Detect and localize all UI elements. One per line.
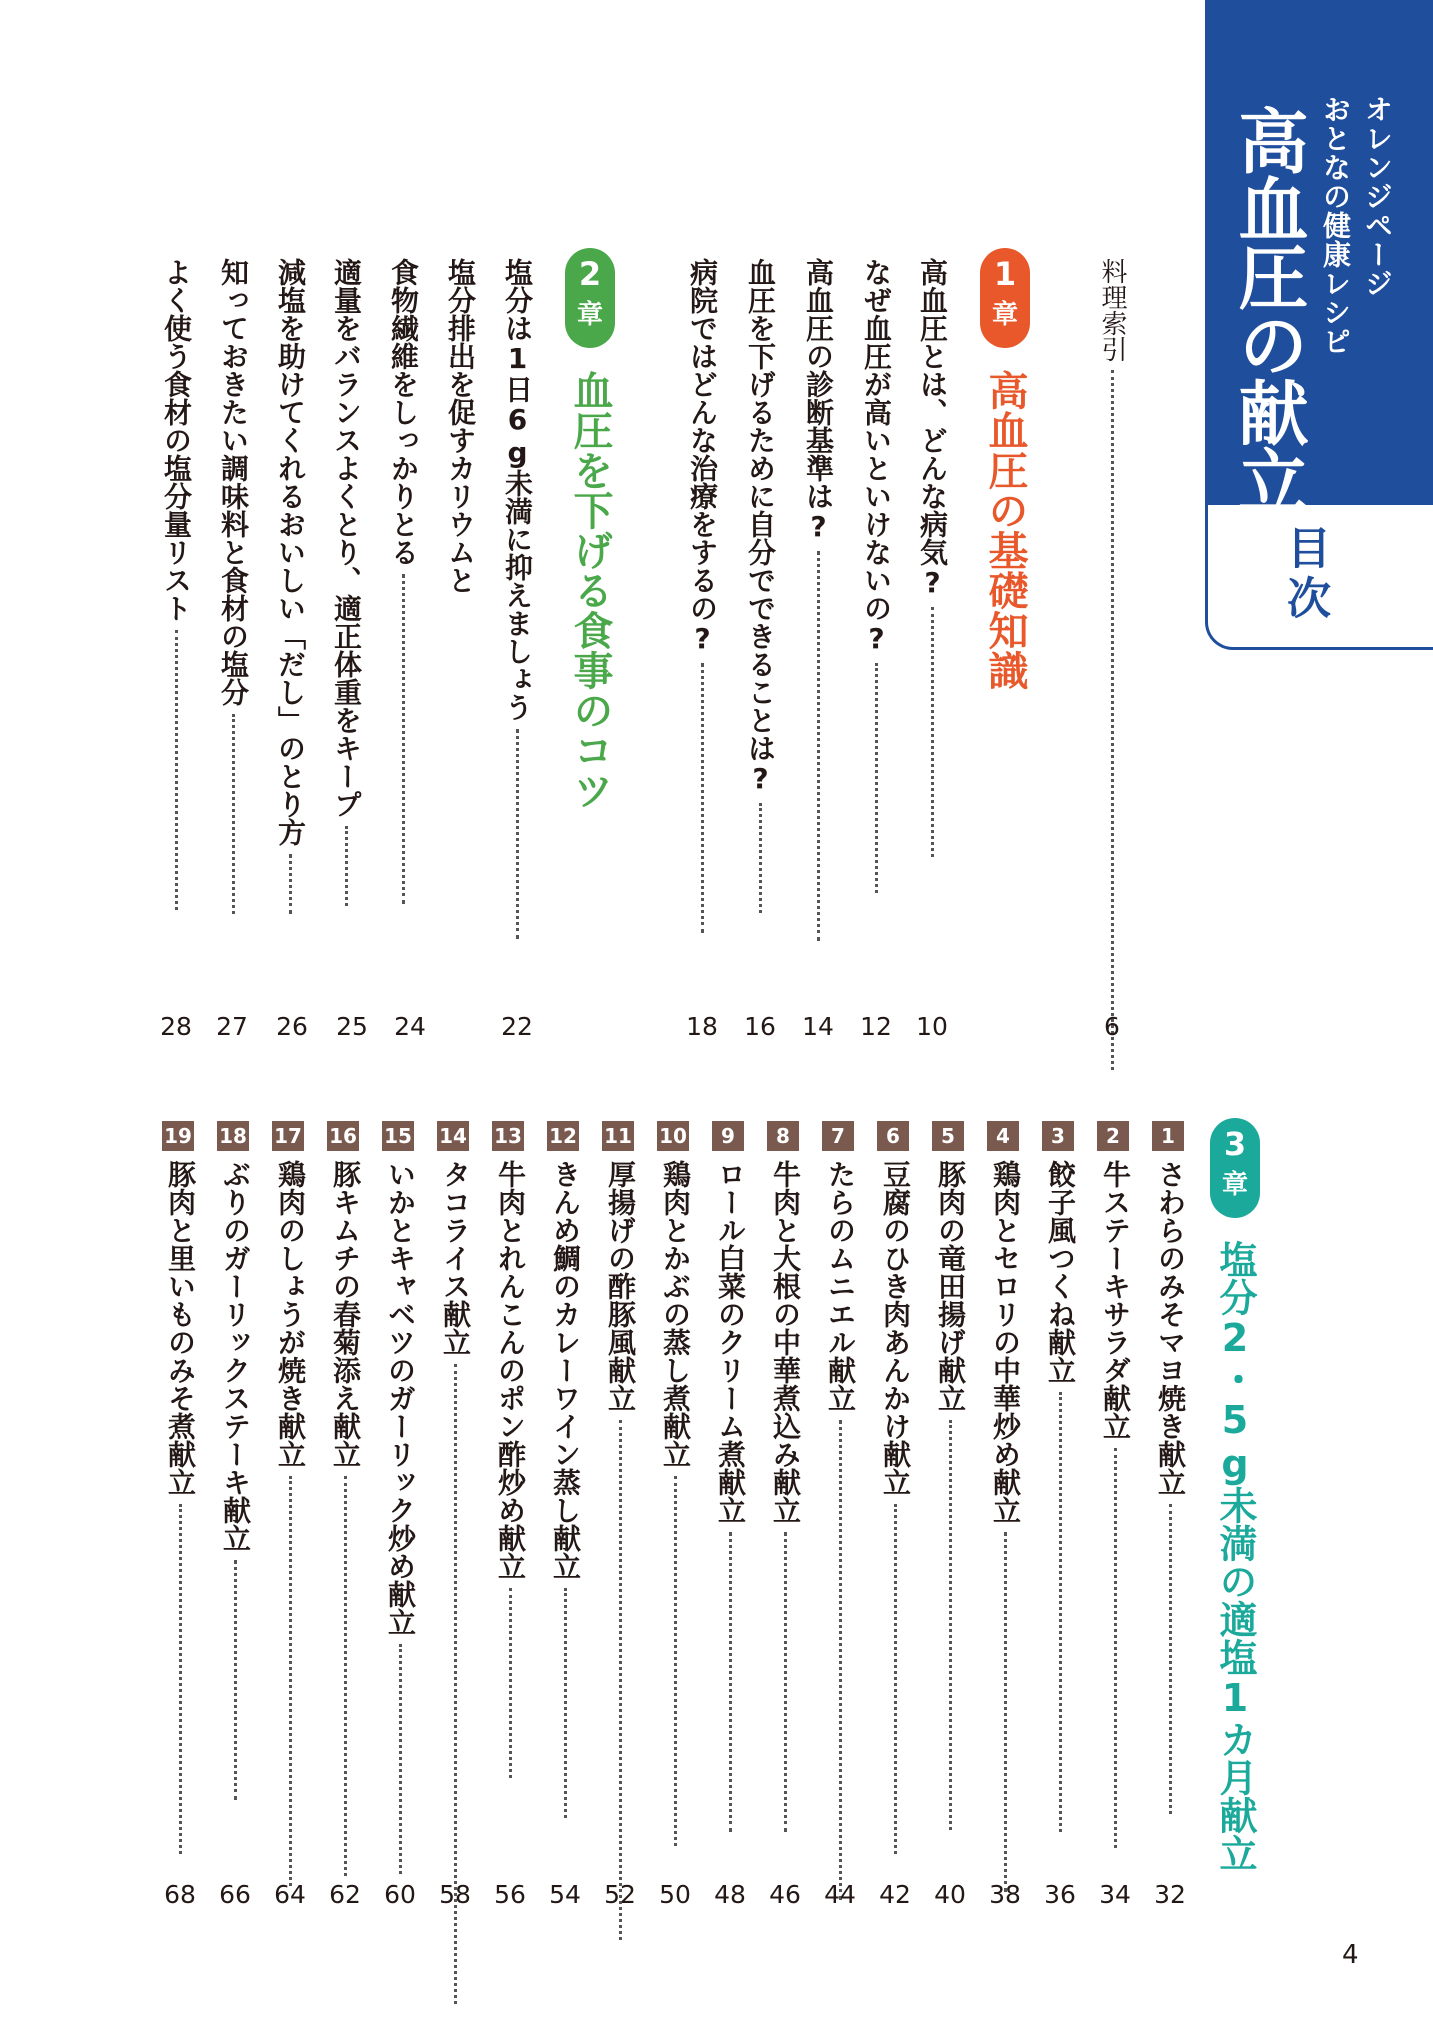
toc-item[interactable] (820, 1160, 860, 1908)
toc-item-label: 塩分排出を促すカリウムと (444, 258, 477, 594)
toc-item[interactable] (440, 258, 480, 594)
toc-item-label: 知っておきたい調味料と食材の塩分 (217, 258, 250, 706)
toc-item-label: なぜ血圧が高いといけないの? (860, 258, 893, 655)
toc-page-number: 24 (394, 1012, 426, 1041)
toc-page-number: 40 (934, 1880, 966, 1909)
toc-item[interactable] (798, 258, 838, 949)
toc-page-number: 54 (549, 1880, 581, 1909)
menu-number-badge: 9 (712, 1121, 744, 1151)
toc-item-label: 牛肉とれんこんのポン酢炒め献立 (494, 1160, 527, 1580)
toc-item-label: 豚肉と里いものみそ煮献立 (164, 1160, 197, 1496)
toc-item[interactable] (930, 1160, 970, 1838)
chapter-3-badge (1210, 1118, 1260, 1218)
toc-page-number: 36 (1044, 1880, 1076, 1909)
toc-page-number: 25 (336, 1012, 368, 1041)
menu-number-badge: 6 (877, 1121, 909, 1151)
toc-item[interactable] (1095, 1160, 1135, 1856)
toc-item-label: 牛ステーキサラダ献立 (1099, 1160, 1132, 1440)
toc-item[interactable] (1040, 1160, 1080, 1840)
toc-item[interactable] (600, 1160, 640, 1948)
chapter-2-badge (565, 248, 615, 348)
toc-page-number: 32 (1154, 1880, 1186, 1909)
toc-item-label: いかとキャベツのガーリック炒め献立 (384, 1160, 417, 1636)
toc-item-index[interactable] (1092, 258, 1132, 1078)
menu-number-badge: 2 (1097, 1121, 1129, 1151)
title-tab (1205, 0, 1433, 650)
toc-page-number: 44 (824, 1880, 856, 1909)
toc-page-number: 68 (164, 1880, 196, 1909)
toc-item-label: 適量をバランスよくとり、適正体重をキープ (330, 258, 363, 818)
toc-item[interactable] (1150, 1160, 1190, 1822)
toc-item[interactable] (160, 1160, 200, 1862)
toc-item-label: 減塩を助けてくれるおいしい「だし」のとり方 (274, 258, 307, 846)
toc-page-number: 46 (769, 1880, 801, 1909)
toc-item[interactable] (490, 1160, 530, 1786)
menu-number-badge: 11 (602, 1121, 634, 1151)
menu-number-badge: 12 (547, 1121, 579, 1151)
toc-item-label: ロール白菜のクリーム煮献立 (714, 1160, 747, 1524)
toc-item[interactable] (156, 258, 196, 918)
toc-item-label: 鶏肉のしょうが焼き献立 (274, 1160, 307, 1468)
toc-item[interactable] (545, 1160, 585, 1826)
toc-item-label: よく使う食材の塩分量リスト (160, 258, 193, 622)
toc-item[interactable] (325, 1160, 365, 1884)
toc-page-number: 12 (860, 1012, 892, 1041)
menu-number-badge: 14 (437, 1121, 469, 1151)
toc-page-number: 66 (219, 1880, 251, 1909)
toc-page-number: 26 (276, 1012, 308, 1041)
toc-item-label: たらのムニエル献立 (824, 1160, 857, 1412)
toc-item-label: 餃子風つくね献立 (1044, 1160, 1077, 1384)
toc-item-label: 食物繊維をしっかりとる (387, 258, 420, 566)
toc-item-label: 料理索引 (1097, 258, 1127, 362)
toc-item-label: 病院ではどんな治療をするの? (686, 258, 719, 655)
toc-page-number: 50 (659, 1880, 691, 1909)
toc-page-number: 6 (1104, 1012, 1120, 1041)
toc-page-number: 34 (1099, 1880, 1131, 1909)
toc-item[interactable] (710, 1160, 750, 1840)
toc-page-number: 18 (686, 1012, 718, 1041)
menu-number-badge: 16 (327, 1121, 359, 1151)
toc-page-number: 16 (744, 1012, 776, 1041)
toc-item-label: きんめ鯛のカレーワイン蒸し献立 (549, 1160, 582, 1580)
toc-item-label: ぶりのガーリックステーキ献立 (219, 1160, 252, 1552)
toc-page-number: 10 (916, 1012, 948, 1041)
book-title: 高血圧の献立 (1227, 105, 1309, 513)
toc-page-number: 27 (216, 1012, 248, 1041)
toc-item[interactable] (856, 258, 896, 901)
toc-heading: 目次 (1279, 525, 1330, 625)
chapter-1-badge (980, 248, 1030, 348)
toc-item-label: 塩分は1日6g未満に抑えましょう (501, 258, 534, 721)
chapter-number: 3 (1223, 1125, 1247, 1163)
toc-item[interactable] (912, 258, 952, 865)
toc-item[interactable] (380, 1160, 420, 1882)
menu-number-badge: 3 (1042, 1121, 1074, 1151)
chapter-mark: 章 (576, 300, 603, 330)
toc-item-label: 高血圧の診断基準は? (802, 258, 835, 543)
toc-item[interactable] (682, 258, 722, 941)
toc-item-label: 血圧を下げるために自分でできることは? (744, 258, 777, 795)
menu-number-badge: 7 (822, 1121, 854, 1151)
toc-item[interactable] (270, 1160, 310, 1894)
toc-page-number: 48 (714, 1880, 746, 1909)
toc-page-number: 52 (604, 1880, 636, 1909)
toc-item-label: タコライス献立 (439, 1160, 472, 1356)
toc-page-number: 14 (802, 1012, 834, 1041)
toc-item[interactable] (270, 258, 310, 922)
toc-item-label: 牛肉と大根の中華煮込み献立 (769, 1160, 802, 1524)
toc-page-number: 22 (501, 1012, 533, 1041)
toc-item[interactable] (740, 258, 780, 921)
toc-item[interactable] (985, 1160, 1025, 1900)
chapter-mark: 章 (1221, 1170, 1248, 1200)
toc-item[interactable] (875, 1160, 915, 1862)
chapter-mark: 章 (991, 300, 1018, 330)
toc-page-number: 28 (160, 1012, 192, 1041)
series-name-line2: おとなの健康レシピ (1319, 95, 1352, 356)
toc-page-number: 60 (384, 1880, 416, 1909)
toc-page-number: 62 (329, 1880, 361, 1909)
toc-item-label: 豚キムチの春菊添え献立 (329, 1160, 362, 1468)
toc-item-label: 厚揚げの酢豚風献立 (604, 1160, 637, 1412)
chapter-number: 2 (578, 255, 602, 293)
toc-page-number: 64 (274, 1880, 306, 1909)
toc-page-number: 42 (879, 1880, 911, 1909)
toc-item-label: 鶏肉とかぶの蒸し煮献立 (659, 1160, 692, 1468)
toc-item[interactable] (213, 258, 253, 922)
toc-page-number: 38 (989, 1880, 1021, 1909)
toc-item[interactable] (655, 1160, 695, 1854)
chapter-1-title: 高血圧の基礎知識 (982, 370, 1028, 690)
menu-number-badge: 18 (217, 1121, 249, 1151)
chapter-3-title: 塩分2・5g未満の適塩1カ月献立 (1213, 1240, 1257, 1872)
toc-item-label: 豚肉の竜田揚げ献立 (934, 1160, 967, 1412)
chapter-number: 1 (993, 255, 1017, 293)
chapter-2-title: 血圧を下げる食事のコツ (567, 370, 613, 810)
menu-number-badge: 19 (162, 1121, 194, 1151)
toc-item-label: 豆腐のひき肉あんかけ献立 (879, 1160, 912, 1496)
series-name-line1: オレンジページ (1361, 95, 1394, 298)
menu-number-badge: 5 (932, 1121, 964, 1151)
toc-item[interactable] (383, 258, 423, 912)
toc-item-label: さわらのみそマヨ焼き献立 (1154, 1160, 1187, 1496)
menu-number-badge: 4 (987, 1121, 1019, 1151)
menu-number-badge: 1 (1152, 1121, 1184, 1151)
toc-item[interactable] (765, 1160, 805, 1840)
toc-item[interactable] (215, 1160, 255, 1808)
page-number: 4 (1342, 1940, 1359, 1970)
menu-number-badge: 13 (492, 1121, 524, 1151)
toc-item-label: 高血圧とは、どんな病気? (916, 258, 949, 599)
menu-number-badge: 8 (767, 1121, 799, 1151)
toc-page-number: 58 (439, 1880, 471, 1909)
menu-number-badge: 15 (382, 1121, 414, 1151)
menu-number-badge: 17 (272, 1121, 304, 1151)
toc-item-label: 鶏肉とセロリの中華炒め献立 (989, 1160, 1022, 1524)
menu-number-badge: 10 (657, 1121, 689, 1151)
toc-item[interactable] (326, 258, 366, 914)
toc-page-number: 56 (494, 1880, 526, 1909)
title-band (1208, 0, 1433, 513)
toc-item[interactable] (497, 258, 537, 947)
